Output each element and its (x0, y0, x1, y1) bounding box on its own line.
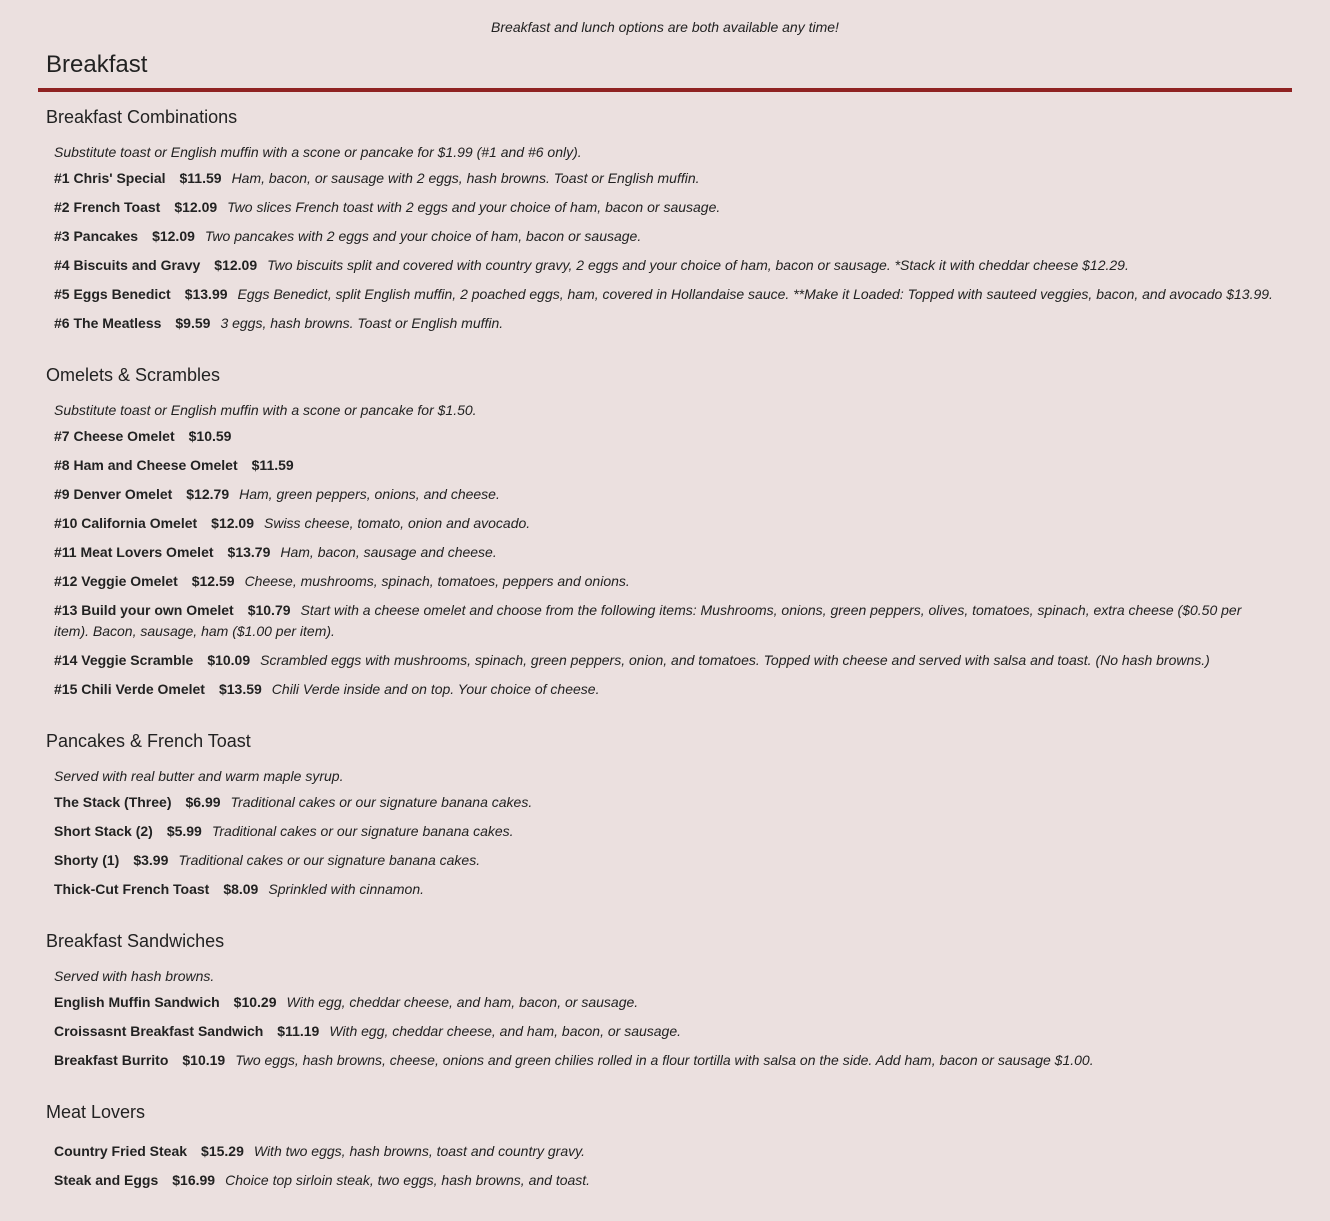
menu-item-list (54, 426, 1286, 700)
menu-item-description: Ham, bacon, sausage and cheese. (280, 544, 497, 560)
menu-item-price: $16.99 (172, 1172, 216, 1188)
menu-item (54, 992, 1276, 1013)
menu-section (46, 930, 1286, 1071)
menu-item-name: #15 Chili Verde Omelet (54, 681, 205, 697)
menu-item-price: $15.29 (201, 1143, 244, 1159)
menu-item-description: Chili Verde inside and on top. Your choice of cheese. (271, 681, 600, 697)
page-title: Breakfast (46, 51, 148, 78)
menu-item-description: Sprinkled with cinnamon. (268, 881, 424, 897)
section-title: Omelets & Scrambles (46, 365, 221, 385)
menu-item-name: Shorty (1) (54, 852, 120, 868)
menu-item-name: Steak and Eggs (54, 1172, 159, 1188)
menu-item-name: Short Stack (2) (54, 823, 153, 839)
menu-item (54, 226, 1276, 247)
menu-item (54, 313, 1276, 334)
section-note: Substitute toast or English muffin with a scone or pancake for $1.99 (#1 and #6 only). (54, 144, 582, 160)
menu-item (54, 455, 1276, 476)
menu-item (54, 850, 1276, 871)
menu-item-price: $8.09 (223, 881, 259, 897)
menu-item-price: $3.99 (133, 852, 169, 868)
menu-item-name: #13 Build your own Omelet (54, 602, 234, 618)
menu-item-price: $12.09 (174, 199, 218, 215)
menu-item-name: The Stack (Three) (54, 794, 172, 810)
menu-item (54, 255, 1276, 276)
menu-item-description: Traditional cakes or our signature banana cakes. (230, 794, 533, 810)
menu-item-name: #1 Chris' Special (54, 170, 166, 186)
menu-item-list (54, 992, 1286, 1071)
menu-item-name: #10 California Omelet (54, 515, 198, 531)
section-note: Served with hash browns. (54, 968, 215, 984)
menu-item-list (54, 1141, 1286, 1191)
menu-item (54, 1170, 1276, 1191)
menu-item-name: #6 The Meatless (54, 315, 162, 331)
menu-item-price: $13.99 (184, 286, 228, 302)
menu-item-name: #3 Pancakes (54, 228, 139, 244)
menu-item-name: English Muffin Sandwich (54, 994, 220, 1010)
menu-item-description: With two eggs, hash browns, toast and country gravy. (253, 1143, 585, 1159)
menu-item (54, 168, 1276, 189)
menu-item-description: Ham, green peppers, onions, and cheese. (239, 486, 500, 502)
menu-item-price: $13.79 (227, 544, 271, 560)
menu-section (46, 730, 1286, 900)
menu-item-description: Cheese, mushrooms, spinach, tomatoes, peppers and onions. (244, 573, 630, 589)
menu-item-description: 3 eggs, hash browns. Toast or English muffin. (220, 315, 504, 331)
menu-item-name: #4 Biscuits and Gravy (54, 257, 201, 273)
menu-item-description: Swiss cheese, tomato, onion and avocado. (264, 515, 531, 531)
menu-item-name: Breakfast Burrito (54, 1052, 169, 1068)
section-title: Breakfast Combinations (46, 107, 238, 127)
menu-item-name: #8 Ham and Cheese Omelet (54, 457, 238, 473)
menu-item-description: Two eggs, hash browns, cheese, onions and green chilies rolled in a flour tortilla with salsa on the side. Add ham, bacon or sausage $1.00. (235, 1052, 1094, 1068)
menu-item-name: #2 French Toast (54, 199, 161, 215)
menu-item (54, 513, 1276, 534)
section-note: Substitute toast or English muffin with a scone or pancake for $1.50. (54, 402, 477, 418)
menu-item-price: $10.09 (207, 652, 251, 668)
menu-item-name: #14 Veggie Scramble (54, 652, 194, 668)
menu-item (54, 1021, 1276, 1042)
menu-item-price: $13.59 (218, 681, 262, 697)
menu-item (54, 426, 1276, 447)
menu-item-description: Start with a cheese omelet and choose from the following items: Mushrooms, onions, green peppers, olives, tomatoes, spinach, extra cheese ($0.50 per item). Bacon, sausage, ham ($1.00 per item). (54, 602, 1242, 639)
menu-item-description: With egg, cheddar cheese, and ham, bacon, or sausage. (286, 994, 639, 1010)
menu-item-price: $12.09 (152, 228, 195, 244)
menu-item-name: #9 Denver Omelet (54, 486, 173, 502)
menu-item-description: Two slices French toast with 2 eggs and your choice of ham, bacon or sausage. (227, 199, 721, 215)
menu-item-description: Two biscuits split and covered with country gravy, 2 eggs and your choice of ham, bacon or sausage. *Stack it with cheddar cheese $12.29. (267, 257, 1129, 273)
title-divider (38, 88, 1292, 92)
menu-item-list (54, 792, 1286, 900)
menu-item-description: Traditional cakes or our signature banana cakes. (211, 823, 514, 839)
menu-item (54, 542, 1276, 563)
menu-item-price: $10.29 (233, 994, 277, 1010)
menu-item-price: $11.19 (277, 1023, 320, 1039)
menu-item-price: $10.19 (182, 1052, 226, 1068)
menu-item (54, 879, 1276, 900)
menu-item-price: $9.59 (175, 315, 211, 331)
menu-item (54, 792, 1276, 813)
availability-notice: Breakfast and lunch options are both available any time! (491, 19, 839, 35)
menu-item-name: #7 Cheese Omelet (54, 428, 175, 444)
menu-section (46, 364, 1286, 700)
menu-item-name: Country Fried Steak (54, 1143, 188, 1159)
menu-item-price: $11.59 (179, 170, 222, 186)
menu-item-description: Ham, bacon, or sausage with 2 eggs, hash browns. Toast or English muffin. (231, 170, 700, 186)
menu-item (54, 600, 1276, 642)
menu-item-name: Croissasnt Breakfast Sandwich (54, 1023, 264, 1039)
menu-item (54, 1141, 1276, 1162)
menu-item-list (54, 168, 1286, 334)
menu-item-description: Two pancakes with 2 eggs and your choice of ham, bacon or sausage. (204, 228, 642, 244)
menu-item (54, 197, 1276, 218)
section-title: Pancakes & French Toast (46, 731, 251, 751)
menu-item-description: Traditional cakes or our signature banana cakes. (178, 852, 481, 868)
menu-item-description: Choice top sirloin steak, two eggs, hash browns, and toast. (225, 1172, 591, 1188)
menu-item-price: $12.09 (211, 515, 254, 531)
menu-item-name: #11 Meat Lovers Omelet (54, 544, 214, 560)
menu-item (54, 650, 1276, 671)
menu-item-name: Thick-Cut French Toast (54, 881, 210, 897)
menu-item-name: #12 Veggie Omelet (54, 573, 178, 589)
menu-item (54, 1050, 1276, 1071)
menu-item (54, 679, 1276, 700)
section-note: Served with real butter and warm maple syrup. (54, 768, 344, 784)
menu-item-price: $6.99 (185, 794, 221, 810)
menu-item-price: $12.79 (186, 486, 230, 502)
menu-item (54, 284, 1276, 305)
section-title: Breakfast Sandwiches (46, 931, 225, 951)
menu-item-description: With egg, cheddar cheese, and ham, bacon, or sausage. (329, 1023, 682, 1039)
menu-content (46, 106, 1286, 1221)
menu-item-price: $10.79 (247, 602, 291, 618)
menu-item-description: Scrambled eggs with mushrooms, spinach, green peppers, onion, and tomatoes. Topped with cheese and served with salsa and toast. (No hash browns.) (260, 652, 1210, 668)
menu-item-price: $12.59 (191, 573, 235, 589)
menu-item (54, 571, 1276, 592)
menu-section (46, 1101, 1286, 1191)
menu-item (54, 484, 1276, 505)
menu-section (46, 106, 1286, 334)
menu-item-price: $5.99 (166, 823, 202, 839)
menu-item (54, 821, 1276, 842)
menu-item-name: #5 Eggs Benedict (54, 286, 171, 302)
menu-item-description: Eggs Benedict, split English muffin, 2 poached eggs, ham, covered in Hollandaise sauce. **Make it Loaded: Topped with sauteed veggies, bacon, and avocado $13.99. (237, 286, 1273, 302)
menu-item-price: $10.59 (188, 428, 232, 444)
menu-item-price: $11.59 (251, 457, 294, 473)
menu-item-price: $12.09 (214, 257, 258, 273)
section-title: Meat Lovers (46, 1102, 146, 1122)
